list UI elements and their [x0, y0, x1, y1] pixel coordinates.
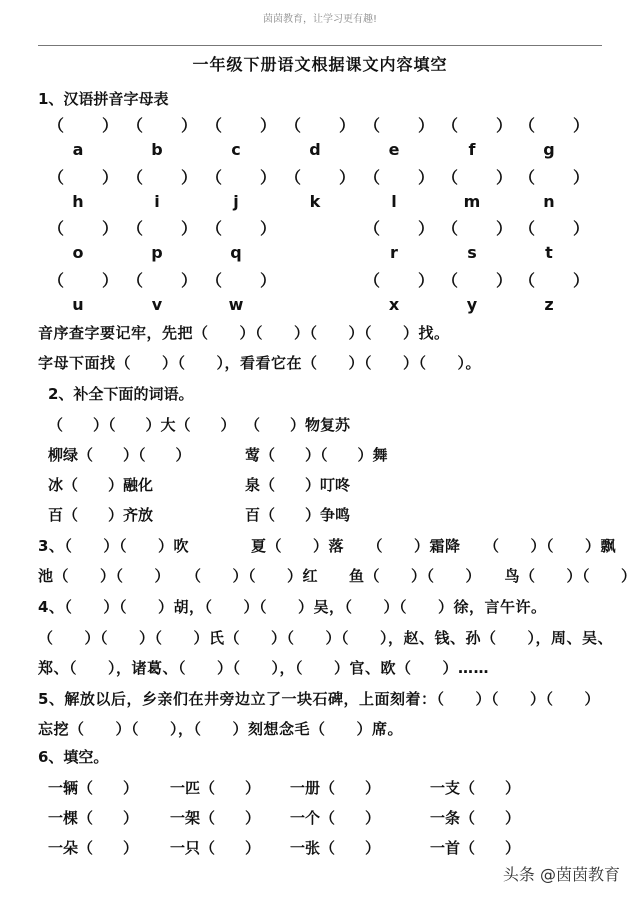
- letter-blank: （ ）: [206, 116, 279, 135]
- letter-blank: （ ）: [519, 116, 592, 135]
- alphabet-letter: z: [544, 295, 554, 314]
- alphabet-letter: m: [463, 192, 481, 211]
- section-2-heading: 2、补全下面的词语。: [48, 385, 194, 403]
- measure-cell: 一册（ ）: [290, 779, 381, 797]
- watermark: 头条 @茵茵教育: [502, 865, 620, 884]
- measure-cell: 一个（ ）: [290, 809, 381, 827]
- section-5-line-1: 5、解放以后，乡亲们在井旁边立了一块石碑，上面刻着：（ ）（ ）（ ）: [38, 690, 600, 708]
- measure-cell: 一条（ ）: [430, 809, 521, 827]
- section-1-line-b: 字母下面找（ ）（ ），看看它在（ ）（ ）（ ）。: [38, 354, 482, 372]
- measure-cell: 一只（ ）: [170, 839, 261, 857]
- alphabet-letter: l: [391, 192, 397, 211]
- alphabet-letter: x: [388, 295, 400, 314]
- alphabet-letter: q: [230, 243, 242, 262]
- measure-cell: 一辆（ ）: [48, 779, 139, 797]
- alphabet-letter: h: [72, 192, 84, 211]
- alphabet-letter: d: [309, 140, 321, 159]
- alphabet-letter: c: [231, 140, 241, 159]
- measure-cell: 一匹（ ）: [170, 779, 261, 797]
- letter-blank: （ ）: [127, 271, 200, 290]
- letter-blank: （ ）: [206, 271, 279, 290]
- word-cell: 冰（ ）融化: [48, 476, 154, 494]
- alphabet-letter: e: [388, 140, 400, 159]
- letter-blank: （ ）: [285, 116, 358, 135]
- letter-blank: （ ）: [127, 219, 200, 238]
- section-5-line-2: 忘挖（ ）（ ），（ ）刻想念毛（ ）席。: [38, 720, 404, 738]
- alphabet-letter: y: [466, 295, 478, 314]
- word-cell: （ ）（ ）大（ ）: [48, 416, 236, 434]
- section-3-line-1: 3、（ ）（ ）吹 夏（ ）落 （ ）霜降 （ ）（ ）飘: [38, 537, 616, 555]
- alphabet-letter: v: [151, 295, 163, 314]
- alphabet-letter: s: [467, 243, 477, 262]
- letter-blank: （ ）: [442, 271, 515, 290]
- measure-cell: 一架（ ）: [170, 809, 261, 827]
- divider-rule: [38, 45, 602, 46]
- word-cell: 莺（ ）（ ）舞: [245, 446, 388, 464]
- alphabet-letter: p: [151, 243, 163, 262]
- letter-blank: （ ）: [364, 168, 437, 187]
- word-cell: 泉（ ）叮咚: [245, 476, 351, 494]
- section-6-heading: 6、填空。: [38, 748, 109, 766]
- letter-blank: （ ）: [519, 271, 592, 290]
- letter-blank: （ ）: [48, 271, 121, 290]
- letter-blank: （ ）: [364, 271, 437, 290]
- letter-blank: （ ）: [442, 168, 515, 187]
- letter-blank: （ ）: [442, 219, 515, 238]
- section-4-line-1: 4、（ ）（ ）胡，（ ）（ ）吴，（ ）（ ）徐，言午许。: [38, 598, 547, 616]
- measure-cell: 一张（ ）: [290, 839, 381, 857]
- alphabet-letter: n: [543, 192, 555, 211]
- letter-blank: （ ）: [364, 219, 437, 238]
- section-1-line-a: 音序查字要记牢，先把（ ）（ ）（ ）（ ）找。: [38, 324, 450, 342]
- page-title: 一年级下册语文根据课文内容填空: [192, 55, 448, 74]
- alphabet-letter: i: [154, 192, 160, 211]
- measure-cell: 一棵（ ）: [48, 809, 139, 827]
- letter-blank: （ ）: [48, 168, 121, 187]
- alphabet-letter: r: [390, 243, 398, 262]
- header-note: 茵茵教育，让学习更有趣!: [262, 14, 377, 25]
- letter-blank: （ ）: [48, 116, 121, 135]
- section-1-heading: 1、汉语拼音字母表: [38, 90, 169, 108]
- alphabet-letter: w: [228, 295, 244, 314]
- alphabet-letter: j: [233, 192, 239, 211]
- measure-cell: 一首（ ）: [430, 839, 521, 857]
- alphabet-letter: b: [151, 140, 163, 159]
- measure-cell: 一支（ ）: [430, 779, 521, 797]
- word-cell: （ ）物复苏: [245, 416, 351, 434]
- word-cell: 柳绿（ ）（ ）: [48, 446, 191, 464]
- measure-cell: 一朵（ ）: [48, 839, 139, 857]
- letter-blank: （ ）: [206, 219, 279, 238]
- alphabet-letter: a: [72, 140, 84, 159]
- letter-blank: （ ）: [285, 168, 358, 187]
- letter-blank: （ ）: [364, 116, 437, 135]
- alphabet-letter: f: [468, 140, 476, 159]
- alphabet-letter: o: [72, 243, 84, 262]
- letter-blank: （ ）: [206, 168, 279, 187]
- section-4-line-2: （ ）（ ）（ ）氏（ ）（ ）（ ），赵、钱、孙（ ），周、吴、: [38, 629, 614, 647]
- alphabet-letter: u: [72, 295, 84, 314]
- letter-blank: （ ）: [127, 168, 200, 187]
- letter-blank: （ ）: [442, 116, 515, 135]
- letter-blank: （ ）: [519, 168, 592, 187]
- letter-blank: （ ）: [519, 219, 592, 238]
- alphabet-letter: t: [545, 243, 553, 262]
- letter-blank: （ ）: [127, 116, 200, 135]
- alphabet-letter: g: [543, 140, 555, 159]
- alphabet-letter: k: [309, 192, 321, 211]
- word-cell: 百（ ）争鸣: [245, 506, 351, 524]
- section-3-line-2: 池（ ）（ ） （ ）（ ）红 鱼（ ）（ ） 鸟（ ）（ ）: [38, 567, 637, 585]
- letter-blank: （ ）: [48, 219, 121, 238]
- section-4-line-3: 郑、（ ），诸葛、（ ）（ ），（ ）官、欧（ ）……: [38, 659, 490, 677]
- word-cell: 百（ ）齐放: [48, 506, 154, 524]
